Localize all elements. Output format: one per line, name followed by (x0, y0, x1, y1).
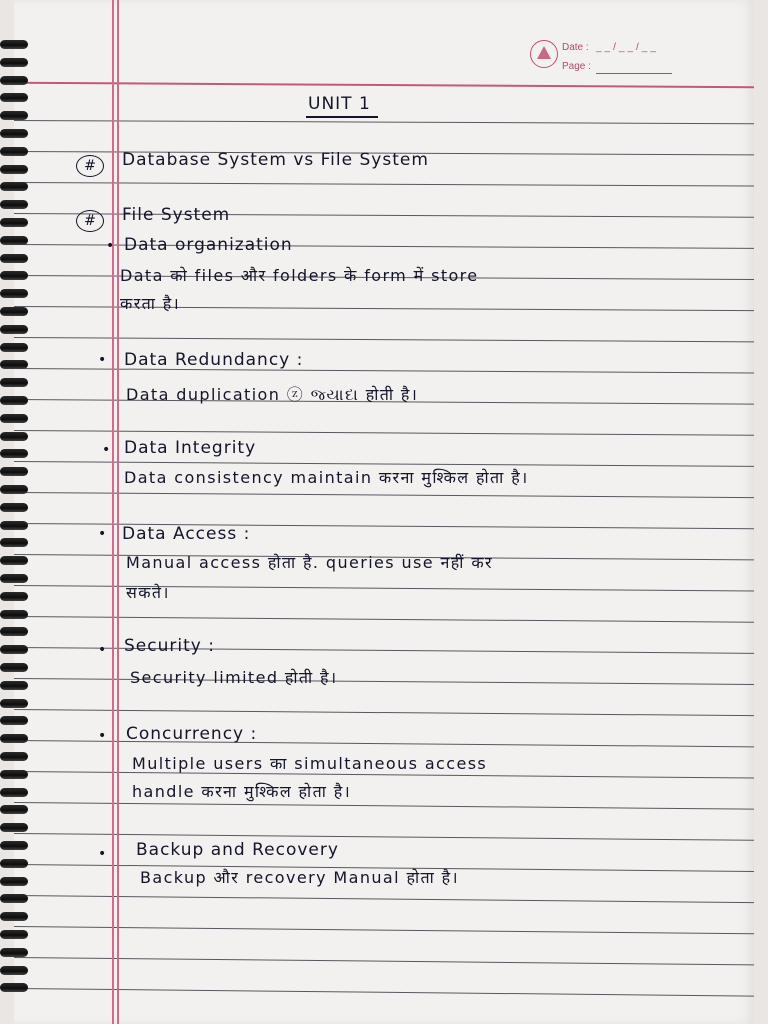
item-line: सकते। (126, 583, 170, 602)
spiral-coil (0, 841, 28, 850)
spiral-coil (0, 645, 28, 654)
spiral-coil (0, 218, 28, 227)
item-line: Manual access होता है. queries use नहीं कर (126, 553, 493, 572)
spiral-coil (0, 467, 28, 476)
spiral-coil (0, 681, 28, 690)
spiral-coil (0, 271, 28, 280)
spiral-coil (0, 58, 28, 67)
spiral-coil (0, 40, 28, 49)
ruled-line (14, 988, 754, 997)
section-heading: File System (122, 205, 231, 225)
section-hash-icon: # (76, 210, 104, 232)
spiral-coil (0, 894, 28, 903)
spiral-coil (0, 307, 28, 316)
spiral-coil (0, 343, 28, 352)
ruled-line (14, 957, 754, 965)
spiral-coil (0, 182, 28, 191)
page-label: Page : (562, 61, 591, 72)
spiral-coil (0, 200, 28, 209)
spiral-coil (0, 716, 28, 725)
spiral-coil (0, 966, 28, 975)
spiral-coil (0, 770, 28, 779)
spiral-coil (0, 877, 28, 886)
item-line: Multiple users का simultaneous access (132, 754, 488, 773)
item-heading-data-redundancy: Data Redundancy : (124, 350, 304, 370)
spiral-coil (0, 93, 28, 102)
spiral-coil (0, 823, 28, 832)
spiral-coil (0, 574, 28, 583)
spiral-coil (0, 236, 28, 245)
page-blank (596, 73, 672, 74)
topic-heading: Database System vs File System (122, 150, 429, 170)
item-line: करता है। (120, 294, 181, 313)
spiral-coil (0, 663, 28, 672)
spiral-coil (0, 396, 28, 405)
spiral-coil (0, 912, 28, 921)
unit-title: UNIT 1 (308, 94, 371, 114)
bullet-1: • (106, 238, 115, 254)
spiral-coil (0, 76, 28, 85)
spiral-binding (0, 40, 30, 1010)
ruled-line (14, 802, 754, 810)
ruled-line (14, 926, 754, 934)
bullet-4: • (98, 526, 107, 542)
spiral-coil (0, 325, 28, 334)
spiral-coil (0, 129, 28, 138)
ruled-line (14, 740, 754, 747)
spiral-coil (0, 378, 28, 387)
spiral-coil (0, 254, 28, 263)
margin-line-left (112, 0, 114, 1024)
item-heading-concurrency: Concurrency : (126, 724, 258, 744)
topic-hash-icon: # (76, 155, 104, 177)
ruled-line (14, 182, 754, 187)
bullet-3: • (102, 442, 111, 458)
spiral-coil (0, 788, 28, 797)
spiral-coil (0, 948, 28, 957)
item-line: Data consistency maintain करना मुश्किल होता है। (124, 468, 529, 487)
item-heading-data-organization: Data organization (124, 235, 293, 255)
spiral-coil (0, 165, 28, 174)
spiral-coil (0, 627, 28, 636)
ruled-line (14, 833, 754, 841)
item-heading-data-integrity: Data Integrity (124, 438, 257, 458)
spiral-coil (0, 805, 28, 814)
date-value: __/__/__ (596, 42, 659, 53)
header-rule (14, 82, 754, 89)
spiral-coil (0, 449, 28, 458)
item-line: Data duplication ⓩ જ્યાદા होती है। (126, 385, 419, 404)
spiral-coil (0, 983, 28, 992)
item-heading-backup-and-recovery: Backup and Recovery (136, 840, 339, 860)
spiral-coil (0, 592, 28, 601)
ruled-line (14, 492, 754, 498)
ruled-line (14, 337, 754, 342)
spiral-coil (0, 147, 28, 156)
date-label: Date : (562, 42, 589, 53)
spiral-coil (0, 360, 28, 369)
bullet-2: • (98, 352, 107, 368)
spiral-coil (0, 432, 28, 441)
ruled-line (14, 895, 754, 903)
notebook-logo-icon (530, 40, 558, 68)
item-heading-data-access: Data Access : (122, 524, 251, 544)
margin-line-right (117, 0, 119, 1024)
spiral-coil (0, 556, 28, 565)
ruled-line (14, 678, 754, 685)
spiral-coil (0, 414, 28, 423)
ruled-line (14, 430, 754, 436)
spiral-coil (0, 859, 28, 868)
bullet-6: • (98, 728, 107, 744)
spiral-coil (0, 503, 28, 512)
bullet-7: • (98, 846, 107, 862)
item-line: Data को files और folders के form में store (120, 266, 479, 285)
spiral-coil (0, 111, 28, 120)
item-line: Security limited होती है। (130, 668, 338, 687)
ruled-line (14, 585, 754, 592)
ruled-line (14, 616, 754, 623)
item-line: handle करना मुश्किल होता है। (132, 782, 352, 801)
bullet-5: • (98, 642, 107, 658)
spiral-coil (0, 538, 28, 547)
spiral-coil (0, 610, 28, 619)
spiral-coil (0, 734, 28, 743)
spiral-coil (0, 289, 28, 298)
item-line: Backup और recovery Manual होता है। (140, 868, 460, 887)
spiral-coil (0, 699, 28, 708)
spiral-coil (0, 752, 28, 761)
spiral-coil (0, 930, 28, 939)
ruled-line (14, 709, 754, 716)
item-heading-security: Security : (124, 636, 215, 656)
unit-title-underline (306, 116, 378, 118)
spiral-coil (0, 485, 28, 494)
spiral-coil (0, 521, 28, 530)
ruled-line (14, 120, 754, 124)
